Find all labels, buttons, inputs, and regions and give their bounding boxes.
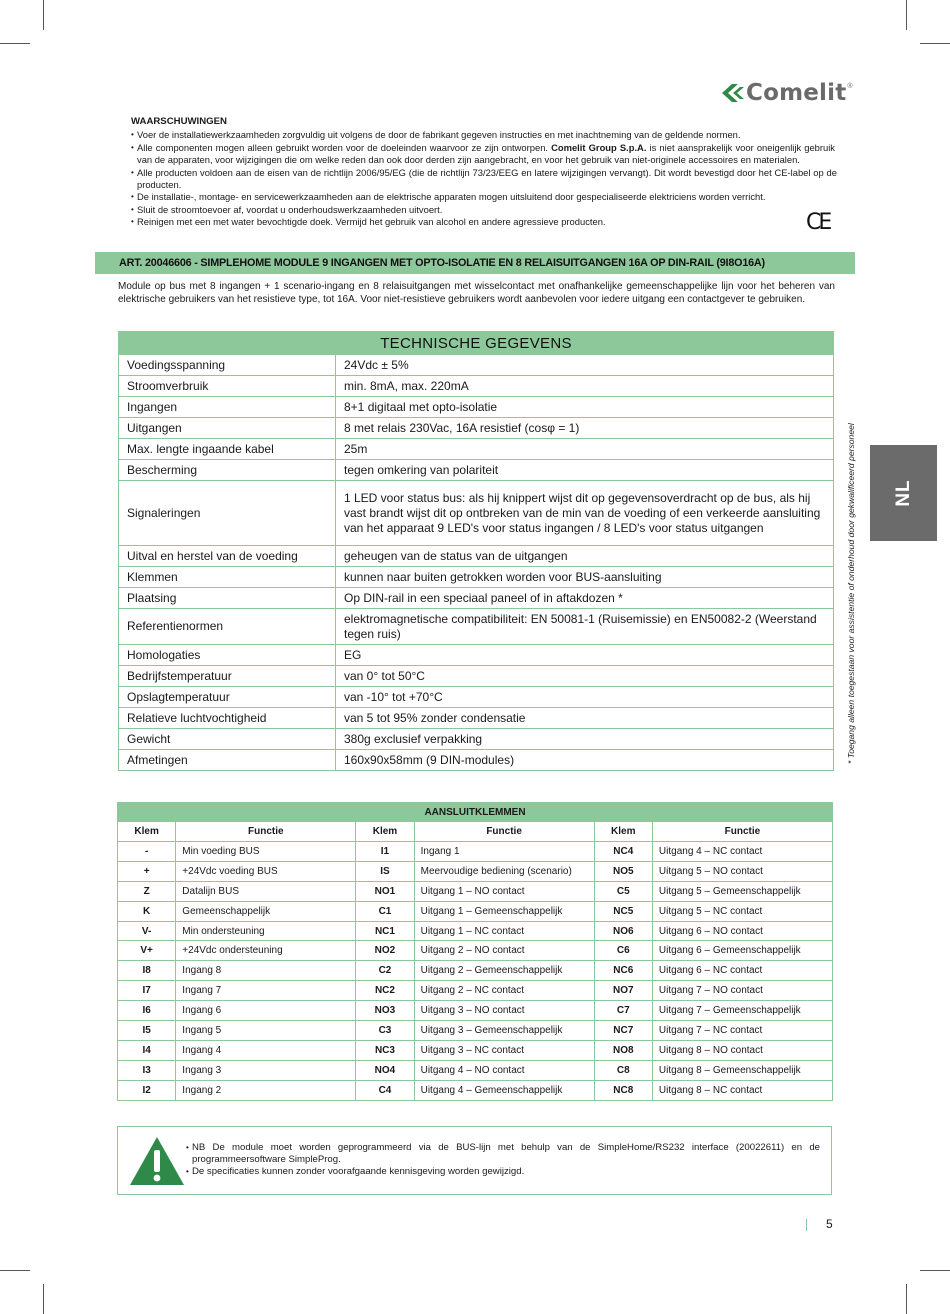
spec-key: Relatieve luchtvochtigheid (119, 708, 336, 729)
table-row (118, 1060, 833, 1080)
spec-value: tegen omkering van polariteit (336, 460, 834, 481)
terminal-code: I1 (356, 842, 414, 862)
warning-item: • Alle producten voldoen aan de eisen van de richtlijn 2006/95/EG (die de richtlijn 73/23/EEG en latere wijzigingen vervangt). Dit wordt bevestigd door het CE-label op de producten. (131, 167, 837, 192)
warning-item (131, 142, 835, 167)
spec-value: 25m (336, 439, 834, 460)
terminals-body (118, 842, 833, 1101)
terminal-function: Ingang 3 (176, 1060, 356, 1080)
spec-value: van -10° tot +70°C (336, 687, 834, 708)
terminal-function: Uitgang 6 – NO contact (652, 921, 832, 941)
spec-value: geheugen van de status van de uitgangen (336, 546, 834, 567)
terminal-function: Datalijn BUS (176, 881, 356, 901)
terminal-code: NC8 (594, 1080, 652, 1100)
terminal-function: Uitgang 4 – Gemeenschappelijk (414, 1080, 594, 1100)
terminal-code: + (118, 861, 176, 881)
terminal-code: C6 (594, 941, 652, 961)
terminal-code: I2 (118, 1080, 176, 1100)
terminal-function: Uitgang 4 – NO contact (414, 1060, 594, 1080)
comelit-logo (722, 80, 853, 106)
terminal-code: NO2 (356, 941, 414, 961)
language-tab-label: NL (892, 479, 914, 507)
table-row (118, 861, 833, 881)
warning-triangle-icon (128, 1135, 186, 1187)
technical-data-title: TECHNISCHE GEGEVENS (119, 332, 834, 355)
terminals-table (117, 802, 833, 1101)
spec-key: Bedrijfstemperatuur (119, 666, 336, 687)
terminal-function: Gemeenschappelijk (176, 901, 356, 921)
table-row (118, 901, 833, 921)
terminal-function: Uitgang 1 – NO contact (414, 881, 594, 901)
logo-text: Comelit (746, 80, 847, 106)
terminal-code: C8 (594, 1060, 652, 1080)
terminal-function: Ingang 5 (176, 1021, 356, 1041)
comelit-chevron-icon (722, 84, 744, 102)
spec-value: kunnen naar buiten getrokken worden voor BUS-aansluiting (336, 567, 834, 588)
crop-mark (906, 1284, 907, 1314)
spec-value: EG (336, 645, 834, 666)
terminal-code: NC6 (594, 961, 652, 981)
terminal-function: Ingang 2 (176, 1080, 356, 1100)
terminal-function: Uitgang 5 – NO contact (652, 861, 832, 881)
table-row (118, 1080, 833, 1100)
warnings-title: WAARSCHUWINGEN (131, 116, 227, 127)
terminal-function: Uitgang 3 – NC contact (414, 1040, 594, 1060)
terminal-code: NO3 (356, 1001, 414, 1021)
spec-key: Signaleringen (119, 481, 336, 546)
terminal-function: Uitgang 6 – NC contact (652, 961, 832, 981)
spec-value: 8+1 digitaal met opto-isolatie (336, 397, 834, 418)
terminal-function: Uitgang 5 – Gemeenschappelijk (652, 881, 832, 901)
terminal-function: Uitgang 7 – Gemeenschappelijk (652, 1001, 832, 1021)
terminal-code: - (118, 842, 176, 862)
spec-key: Uitgangen (119, 418, 336, 439)
terminal-function: Uitgang 6 – Gemeenschappelijk (652, 941, 832, 961)
terminal-code: C7 (594, 1001, 652, 1021)
spec-value: 1 LED voor status bus: als hij knippert wijst dit op gegevensoverdracht op de bus, als hij vast brandt wijst dit op ontbreken van de min van de voeding of een verkeerde aansluiting van het apparaat 9 LED's voor status ingangen / 8 LED's voor status uitgangen (336, 481, 834, 546)
terminal-function: Ingang 1 (414, 842, 594, 862)
terminal-function: Uitgang 4 – NC contact (652, 842, 832, 862)
terminal-function: Uitgang 3 – NO contact (414, 1001, 594, 1021)
terminal-function: Uitgang 3 – Gemeenschappelijk (414, 1021, 594, 1041)
terminal-function: Ingang 6 (176, 1001, 356, 1021)
terminal-code: C2 (356, 961, 414, 981)
table-row (118, 941, 833, 961)
spec-key: Ingangen (119, 397, 336, 418)
spec-key: Plaatsing (119, 588, 336, 609)
spec-key: Klemmen (119, 567, 336, 588)
terminals-title: AANSLUITKLEMMEN (118, 803, 833, 822)
spec-value: 8 met relais 230Vac, 16A resistief (cosφ = 1) (336, 418, 834, 439)
spec-key: Homologaties (119, 645, 336, 666)
table-row (118, 1021, 833, 1041)
terminal-code: NO7 (594, 981, 652, 1001)
table-row (118, 1001, 833, 1021)
logo-registered-mark: ® (847, 83, 853, 90)
terminal-function: Uitgang 7 – NO contact (652, 981, 832, 1001)
terminal-function: Min voeding BUS (176, 842, 356, 862)
spec-value: 24Vdc ± 5% (336, 355, 834, 376)
terminal-code: NO5 (594, 861, 652, 881)
terminal-code: C5 (594, 881, 652, 901)
spec-key: Gewicht (119, 729, 336, 750)
spec-value: 160x90x58mm (9 DIN-modules) (336, 750, 834, 771)
article-title-bar (95, 252, 855, 274)
intro-paragraph: Module op bus met 8 ingangen + 1 scenario-ingang en 8 relaisuitgangen met wisselcontact met onafhankelijke gemeenschappelijke lijn voor het beheren van elektrische gebruikers van het resistieve type, tot 16A. Voor niet-resistieve gebruikers wordt aanbevolen voor iedere uitgang een contactgever te gebruiken. (118, 281, 835, 305)
terminal-function: Uitgang 5 – NC contact (652, 901, 832, 921)
terminal-code: IS (356, 861, 414, 881)
terminal-code: NC5 (594, 901, 652, 921)
terminal-code: NC7 (594, 1021, 652, 1041)
warning-item-text: Alle componenten mogen alleen gebruikt worden voor de doeleinden waarvoor ze zijn ontworpen. (137, 141, 549, 153)
terminal-code: NO4 (356, 1060, 414, 1080)
spec-value: 380g exclusief verpakking (336, 729, 834, 750)
terminal-function: Meervoudige bediening (scenario) (414, 861, 594, 881)
terminal-function: Uitgang 8 – Gemeenschappelijk (652, 1060, 832, 1080)
table-row (118, 881, 833, 901)
column-header: Klem (594, 822, 652, 842)
terminal-function: Ingang 4 (176, 1040, 356, 1060)
spec-value: Op DIN-rail in een speciaal paneel of in aftakdozen * (336, 588, 834, 609)
terminal-code: I6 (118, 1001, 176, 1021)
spec-key: Opslagtemperatuur (119, 687, 336, 708)
column-header: Klem (118, 822, 176, 842)
spec-key: Bescherming (119, 460, 336, 481)
warning-company-name: Comelit Group S.p.A. (551, 141, 647, 153)
crop-mark (920, 43, 950, 44)
terminal-function: +24Vdc ondersteuning (176, 941, 356, 961)
table-row (118, 1040, 833, 1060)
terminal-function: +24Vdc voeding BUS (176, 861, 356, 881)
note-item: • De specificaties kunnen zonder voorafgaande kennisgeving worden gewijzigd. (186, 1166, 820, 1178)
side-note: * Toegang alleen toegestaan voor assistentie of onderhoud door gekwalificeerd personeel (846, 423, 856, 764)
spec-key: Stroomverbruik (119, 376, 336, 397)
terminal-code: I8 (118, 961, 176, 981)
terminal-code: V+ (118, 941, 176, 961)
crop-mark (0, 43, 30, 44)
spec-value: van 5 tot 95% zonder condensatie (336, 708, 834, 729)
column-header: Functie (414, 822, 594, 842)
terminal-code: I3 (118, 1060, 176, 1080)
terminal-function: Uitgang 1 – NC contact (414, 921, 594, 941)
spec-value: elektromagnetische compatibiliteit: EN 50081-1 (Ruisemissie) en EN50082-2 (Weerstand tegen ruis) (336, 609, 834, 645)
column-header: Functie (176, 822, 356, 842)
table-row (118, 921, 833, 941)
terminal-function: Uitgang 8 – NC contact (652, 1080, 832, 1100)
terminal-function: Min ondersteuning (176, 921, 356, 941)
table-row (118, 842, 833, 862)
spec-value: min. 8mA, max. 220mA (336, 376, 834, 397)
terminal-code: NO6 (594, 921, 652, 941)
terminal-function: Uitgang 7 – NC contact (652, 1021, 832, 1041)
crop-mark (43, 0, 44, 30)
terminal-code: NC2 (356, 981, 414, 1001)
terminal-function: Uitgang 2 – NC contact (414, 981, 594, 1001)
spec-key: Referentienormen (119, 609, 336, 645)
spec-key: Afmetingen (119, 750, 336, 771)
crop-mark (0, 1270, 30, 1271)
warning-item: • Reinigen met een met water bevochtigde doek. Vermijd het gebruik van alcohol en andere agressieve producten. (131, 216, 835, 228)
terminal-code: NC4 (594, 842, 652, 862)
spec-key: Uitval en herstel van de voeding (119, 546, 336, 567)
terminal-code: V- (118, 921, 176, 941)
terminal-code: NO8 (594, 1040, 652, 1060)
crop-mark (920, 1270, 950, 1271)
warning-item-tail: is niet aansprakelijk voor oneigenlijk gebruik van de apparaten, voor wijzigingen die om welke reden dan ook door derden zijn aangebracht, en voor het gebruik van niet-originele accessoires en materialen. (137, 141, 835, 166)
terminal-code: K (118, 901, 176, 921)
ce-mark: CE (806, 210, 830, 235)
terminal-code: NO1 (356, 881, 414, 901)
note-item: • NB De module moet worden geprogrammeerd via de BUS-lijn met behulp van de SimpleHome/RS232 interface (20022611) en de programmeersoftware SimpleProg. (186, 1142, 820, 1166)
language-tab (870, 445, 937, 541)
crop-mark (906, 0, 907, 30)
table-row (118, 981, 833, 1001)
column-header: Klem (356, 822, 414, 842)
terminal-function: Uitgang 8 – NO contact (652, 1040, 832, 1060)
terminal-code: C4 (356, 1080, 414, 1100)
terminal-function: Uitgang 2 – Gemeenschappelijk (414, 961, 594, 981)
warning-item: • De installatie-, montage- en servicewerkzaamheden aan de elektrische apparaten mogen uitsluitend door gespecialiseerde elektriciens worden verricht. (131, 191, 835, 203)
terminal-code: Z (118, 881, 176, 901)
terminal-code: I5 (118, 1021, 176, 1041)
warning-item: • Voer de installatiewerkzaamheden zorgvuldig uit volgens de door de fabrikant gegeven instructies en met inachtneming van de geldende normen. (131, 129, 835, 141)
terminal-code: NC1 (356, 921, 414, 941)
note-text (186, 1142, 820, 1179)
column-header: Functie (652, 822, 832, 842)
terminal-function: Ingang 7 (176, 981, 356, 1001)
spec-value: van 0° tot 50°C (336, 666, 834, 687)
spec-key: Voedingsspanning (119, 355, 336, 376)
spec-key: Max. lengte ingaande kabel (119, 439, 336, 460)
terminal-function: Uitgang 2 – NO contact (414, 941, 594, 961)
terminal-code: C3 (356, 1021, 414, 1041)
terminal-code: I7 (118, 981, 176, 1001)
terminal-code: I4 (118, 1040, 176, 1060)
warnings-list (131, 129, 835, 228)
note-box (117, 1126, 832, 1195)
warnings-section (131, 116, 835, 229)
table-row (118, 961, 833, 981)
crop-mark (43, 1284, 44, 1314)
page-number: 5 (826, 1217, 833, 1231)
technical-data-table (118, 331, 834, 771)
terminal-code: C1 (356, 901, 414, 921)
page-number-divider (806, 1219, 807, 1231)
terminal-code: NC3 (356, 1040, 414, 1060)
terminal-function: Ingang 8 (176, 961, 356, 981)
terminal-function: Uitgang 1 – Gemeenschappelijk (414, 901, 594, 921)
warning-item: • Sluit de stroomtoevoer af, voordat u onderhoudswerkzaamheden uitvoert. (131, 204, 835, 216)
article-title: ART. 20046606 - SIMPLEHOME MODULE 9 INGANGEN MET OPTO-ISOLATIE EN 8 RELAISUITGANGEN 16A OP DIN-RAIL (9I8O16A) (119, 257, 765, 269)
